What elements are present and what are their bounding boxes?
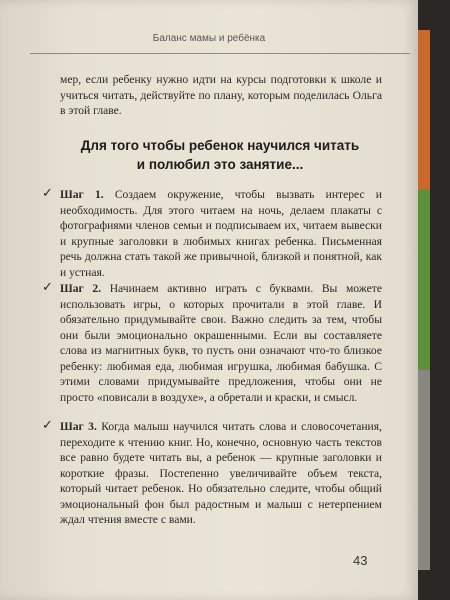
checkmark-icon: ✓ — [42, 186, 53, 201]
edge-tab-green — [418, 190, 430, 370]
step-2 — [42, 280, 382, 405]
edge-tab-gray — [418, 370, 430, 570]
section-heading — [30, 136, 410, 174]
header-rule — [30, 53, 410, 54]
step-1 — [42, 186, 382, 280]
step-label: Шаг 3. — [60, 420, 97, 433]
heading-line-2: и полюбил это занятие... — [136, 157, 304, 172]
intro-paragraph: мер, если ребенку нужно идти на курсы подготовки к школе и учиться читать, действуйте по плану, которым поделилась Ольга в этой главе. — [60, 73, 382, 117]
step-text: Начинаем активно играть с буквами. Вы можете использовать игры, о которых прочитали в этой главе. И обязательно придумывайте свои. Важно следить за тем, чтобы они были эмоционально окрашенными. Если вы составляете слова из магнитных букв, то пусть они означают что-то близкое ребенку: любимая еда, любимая игрушка, любимая бабушка. С этими словами придумывайте предложения, чтобы они не просто «повисали в воздухе», а обретали и краски, и смысл. — [60, 282, 382, 404]
edge-tab-orange — [418, 30, 430, 190]
step-label: Шаг 2. — [60, 282, 102, 295]
checkmark-icon: ✓ — [42, 280, 53, 295]
step-text: Создаем окружение, чтобы вызвать интерес и необходимость. Для этого читаем на ночь, делаем плакаты с фотографиями членов семьи и подписываем их, читаем вывески и крупные заголовки в любимых книгах ребенка. Письменная речь должна стать такой же привычной, близкой и понятной, как и устная. — [60, 188, 382, 279]
step-label: Шаг 1. — [60, 188, 104, 201]
step-text: Когда малыш научился читать слова и словосочетания, переходите к чтению книг. Но, конечно, основную часть текстов все равно будете читать вы, а ребенок — крупные заголовки и короткие фразы. Постепенно увеличивайте объем текста, который читает ребенок. Но обязательно следите, чтобы общий эмоциональный фон был радостным и малыш с нетерпением ждал чтения вместе с вами. — [60, 420, 382, 526]
checkmark-icon: ✓ — [42, 418, 53, 433]
page-number: 43 — [353, 553, 368, 568]
running-head: Баланс мамы и ребёнка — [152, 33, 266, 44]
step-3 — [42, 418, 382, 528]
heading-line-1: Для того чтобы ребенок научился читать — [80, 138, 360, 153]
